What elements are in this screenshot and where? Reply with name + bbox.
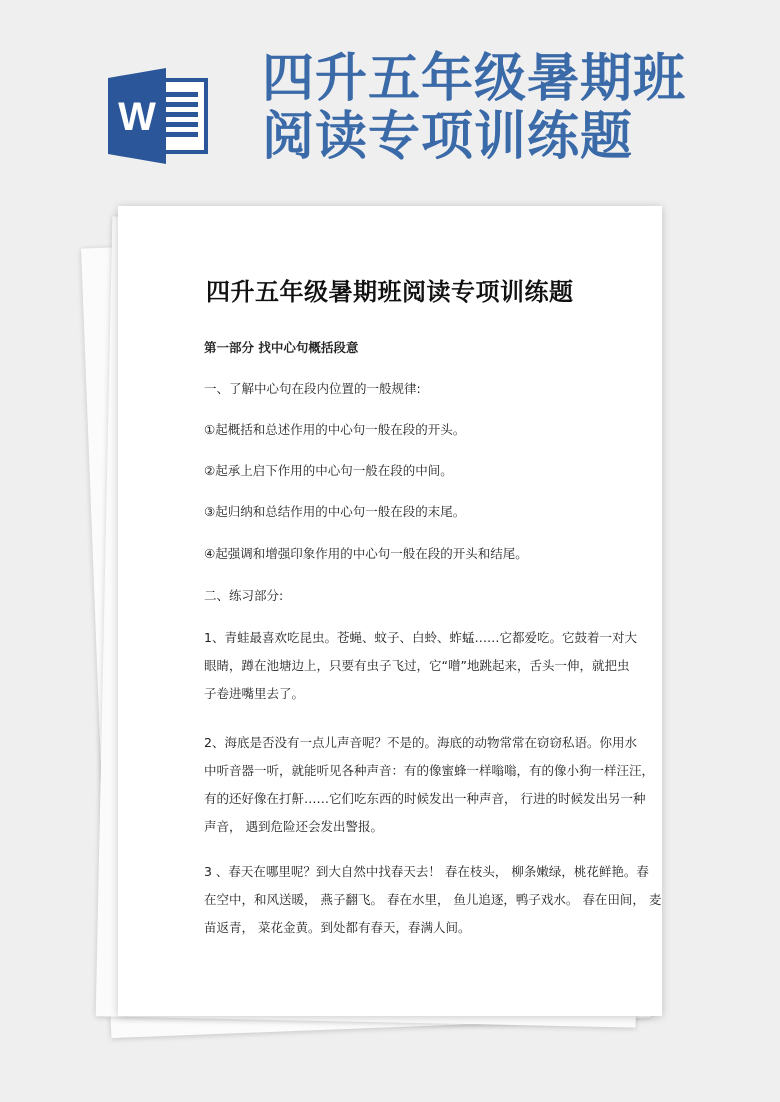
paragraph-line: 声音， 遇到危险还会发出警报。 bbox=[204, 819, 383, 834]
header-banner bbox=[0, 0, 780, 200]
paragraph-line: 苗返青， 菜花金黄。到处都有春天，春满人间。 bbox=[204, 920, 471, 935]
paragraph-line: 子卷进嘴里去了。 bbox=[204, 686, 305, 701]
paragraph-line: 在空中，和风送暖， 燕子翻飞。 春在水里， 鱼儿追逐，鸭子戏水。 春在田间， 麦 bbox=[204, 892, 662, 907]
banner-title-line: 阅读专项训练题 bbox=[262, 107, 634, 167]
rule-item: ④起强调和增强印象作用的中心句一般在段的开头和结尾。 bbox=[204, 546, 528, 561]
section-heading: 一、了解中心句在段内位置的一般规律: bbox=[204, 381, 421, 396]
word-document-icon bbox=[108, 68, 210, 164]
rule-item: ①起概括和总述作用的中心句一般在段的开头。 bbox=[204, 422, 466, 437]
paragraph-line: 中听音器一听，就能听见各种声音：有的像蜜蜂一样嗡嗡，有的像小狗一样汪汪， bbox=[204, 763, 655, 778]
rule-item: ③起归纳和总结作用的中心句一般在段的末尾。 bbox=[204, 504, 466, 519]
word-icon-letter: W bbox=[118, 95, 156, 139]
paragraph-line: 2、海底是否没有一点儿声音呢？不是的。海底的动物常常在窃窃私语。你用水 bbox=[204, 735, 637, 750]
banner-title bbox=[262, 50, 772, 166]
rule-item: ②起承上启下作用的中心句一般在段的中间。 bbox=[204, 463, 453, 478]
paragraph-line: 3 、春天在哪里呢？到大自然中找春天去！ 春在枝头， 柳条嫩绿，桃花鲜艳。春 bbox=[204, 864, 649, 879]
section-heading: 二、练习部分: bbox=[204, 588, 284, 603]
exercise-paragraph bbox=[204, 858, 662, 942]
part-heading: 第一部分 找中心句概括段意 bbox=[204, 340, 359, 355]
paragraph-line: 眼睛，蹲在池塘边上，只要有虫子飞过，它“噌”地跳起来，舌头一伸，就把虫 bbox=[204, 658, 630, 673]
paragraph-line: 1、青蛙最喜欢吃昆虫。苍蝇、蚊子、白蛉、蚱蜢……它都爱吃。它鼓着一对大 bbox=[204, 630, 637, 645]
paragraph-line: 有的还好像在打鼾……它们吃东西的时候发出一种声音， 行进的时候发出另一种 bbox=[204, 791, 646, 806]
exercise-paragraph bbox=[204, 729, 655, 841]
banner-title-line: 四升五年级暑期班 bbox=[262, 49, 687, 109]
exercise-paragraph bbox=[204, 624, 637, 708]
document-title: 四升五年级暑期班阅读专项训练题 bbox=[206, 278, 574, 306]
document-page bbox=[118, 206, 662, 1016]
